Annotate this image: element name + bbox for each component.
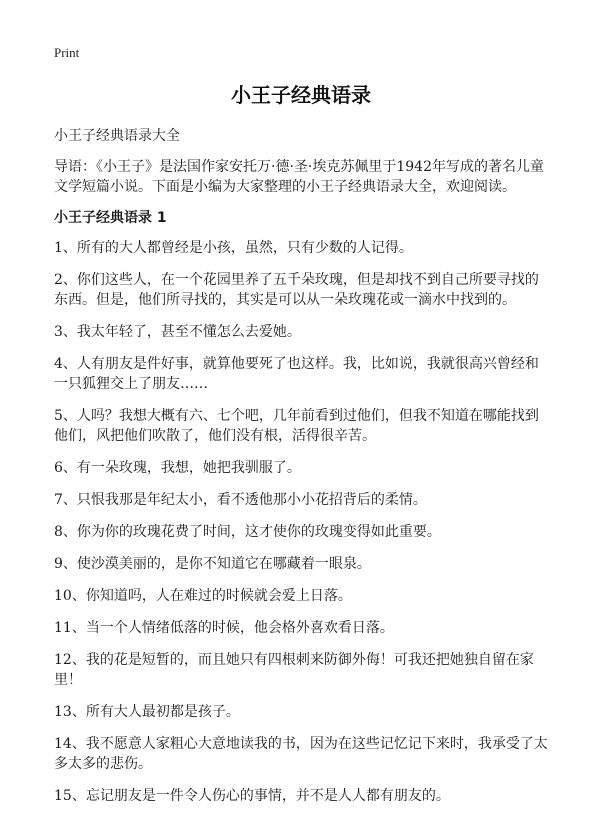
quote-item: 3、我太年轻了，甚至不懂怎么去爱她。 — [54, 324, 301, 340]
quote-item: 14、我不愿意人家粗心大意地读我的书，因为在这些记忆记下来时，我承受了太多太多的悲伤。 — [54, 736, 548, 772]
quote-item: 5、人吗？我想大概有六、七个吧，几年前看到过他们，但我不知道在哪能找到他们，风把他们吹散了，他们没有根，活得很辛苦。 — [54, 408, 539, 444]
quote-item: 9、使沙漠美丽的，是你不知道它在哪藏着一眼泉。 — [54, 556, 371, 572]
quote-item: 4、人有朋友是件好事，就算他要死了也这样。我，比如说，我就很高兴曾经和一只狐狸交上了朋友…… — [54, 356, 539, 392]
quote-item: 1、所有的大人都曾经是小孩，虽然，只有少数的人记得。 — [54, 240, 413, 256]
print-link[interactable]: Print — [54, 45, 80, 60]
quote-item: 15、忘记朋友是一件令人伤心的事情，并不是人人都有朋友的。 — [54, 788, 450, 804]
quote-item: 7、只恨我那是年纪太小，看不透他那小小花招背后的柔情。 — [54, 492, 427, 508]
quote-list — [54, 238, 548, 806]
quote-item: 12、我的花是短暂的，而且她只有四根刺来防御外侮！可我还把她独自留在家里！ — [54, 652, 534, 688]
quote-item: 8、你为你的玫瑰花费了时间，这才使你的玫瑰变得如此重要。 — [54, 524, 441, 540]
document-subtitle: 小王子经典语录大全 — [54, 128, 180, 144]
quote-item: 10、你知道吗，人在难过的时候就会爱上日落。 — [54, 588, 352, 604]
page-title: 小王子经典语录 — [231, 83, 371, 107]
quote-item: 13、所有大人最初都是孩子。 — [54, 704, 240, 720]
quote-item: 11、当一个人情绪低落的时候，他会格外喜欢看日落。 — [54, 620, 394, 636]
intro-paragraph: 导语：《小王子》是法国作家安托万·德·圣·埃克苏佩里于1942年写成的著名儿童文学短篇小说。下面是小编为大家整理的小王子经典语录大全，欢迎阅读。 — [54, 159, 544, 195]
quote-item: 2、你们这些人，在一个花园里养了五千朵玫瑰，但是却找不到自己所要寻找的东西。但是，他们所寻找的，其实是可以从一朵玫瑰花或一滴水中找到的。 — [54, 272, 539, 308]
quote-item: 6、有一朵玫瑰，我想，她把我驯服了。 — [54, 460, 301, 476]
section-heading: 小王子经典语录 1 — [54, 210, 167, 226]
